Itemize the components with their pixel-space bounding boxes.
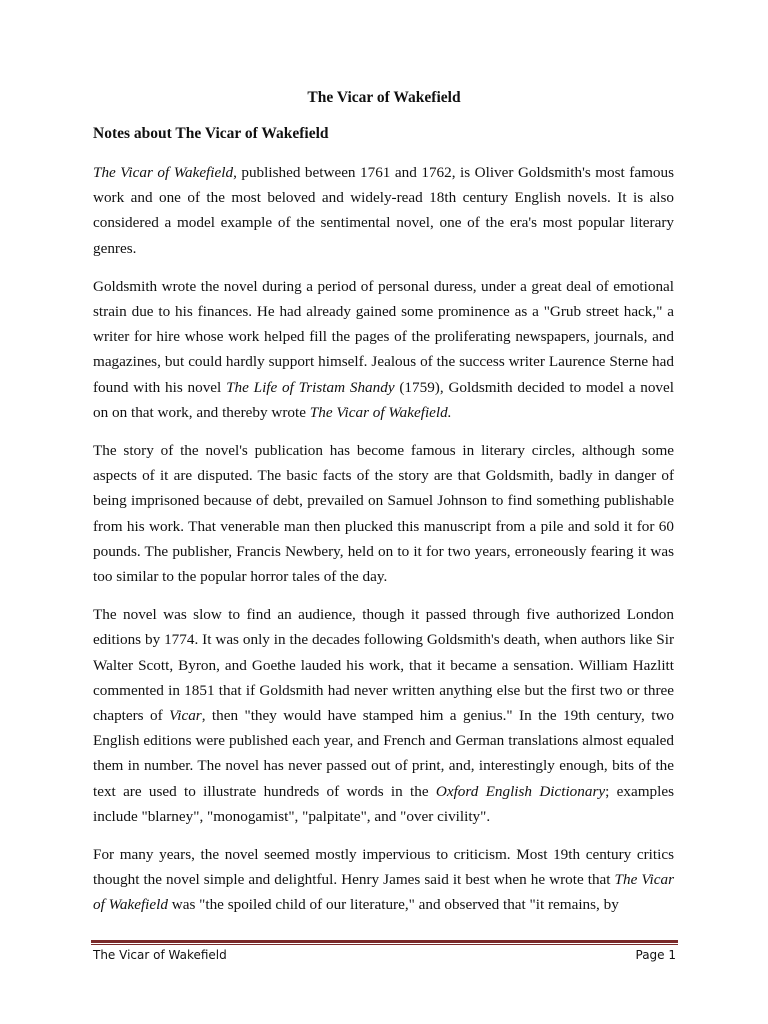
text-run: The story of the novel's publication has become famous in literary circles, although some aspects of it are disputed. The basic facts of the story are that Goldsmith, badly in danger of being imprisoned because of debt, prevailed on Samuel Johnson to find something publishable from his work. That venerable man then plucked this manuscript from a pile and sold it for 60 pounds. The publisher, Francis Newbery, held on to it for two years, erroneously fearing it was too similar to the popular horror tales of the day.: [93, 442, 674, 586]
italic-text: The Vicar of Wakefield: [93, 164, 234, 181]
page-title: The Vicar of Wakefield: [307, 89, 461, 106]
page-number: Page 1: [635, 948, 676, 962]
footer-rule-thin: [91, 944, 678, 945]
text-run: ; examples include "blarney", "monogamist", "palpitate", and "over civility".: [93, 782, 674, 825]
text-run: , then "they would have stamped him a genius." In the 19th century, two English editions were published each year, and French and German translations almost equaled them in number. The novel has never passed out of print, and, interestingly enough, bits of the text are used to illustrate hundreds of words in the: [93, 707, 675, 800]
paragraph: [93, 842, 674, 918]
body-text: [93, 160, 674, 931]
section-heading: Notes about The Vicar of Wakefield: [93, 125, 329, 142]
italic-text: The Vicar of Wakefield.: [309, 403, 452, 421]
text-run: The novel was slow to find an audience, though it passed through five authorized London editions by 1774. It was only in the decades following Goldsmith's death, when authors like Sir Walter Scott, Byron, and Goethe lauded his work, that it became a sensation. William Hazlitt commented in 1851 that if Goldsmith had never written anything else but the first two or three chapters of: [93, 606, 674, 725]
footer-rule: [91, 940, 678, 943]
text-run: (1759), Goldsmith decided to model a novel on on that work, and thereby wrote: [93, 378, 674, 421]
italic-text: The Life of Tristam Shandy: [226, 378, 395, 396]
text-run: Goldsmith wrote the novel during a period of personal duress, under a great deal of emotional strain due to his finances. He had already gained some prominence as a "Grub street hack," a writer for hire whose work helped fill the pages of the proliferating newspapers, journals, and magazines, but could hardly support himself. Jealous of the success writer Laurence Sterne had found with his novel: [93, 277, 674, 396]
paragraph: [93, 438, 674, 589]
text-run: For many years, the novel seemed mostly impervious to criticism. Most 19th century critics thought the novel simple and delightful. Henry James said it best when he wrote that: [93, 846, 674, 889]
paragraph: [93, 160, 674, 261]
paragraph: [93, 274, 674, 425]
italic-text: The Vicar of Wakefield: [93, 871, 674, 914]
italic-text: Oxford English Dictionary: [435, 782, 606, 800]
paragraph: [93, 602, 674, 829]
footer-title: The Vicar of Wakefield: [93, 948, 227, 962]
text-run: was "the spoiled child of our literature," and observed that "it remains, by: [167, 896, 619, 914]
italic-text: Vicar: [169, 707, 202, 725]
text-run: , published between 1761 and 1762, is Oliver Goldsmith's most famous work and one of the most beloved and widely-read 18th century English novels. It is also considered a model example of the sentimental novel, one of the era's most popular literary genres.: [93, 164, 674, 257]
